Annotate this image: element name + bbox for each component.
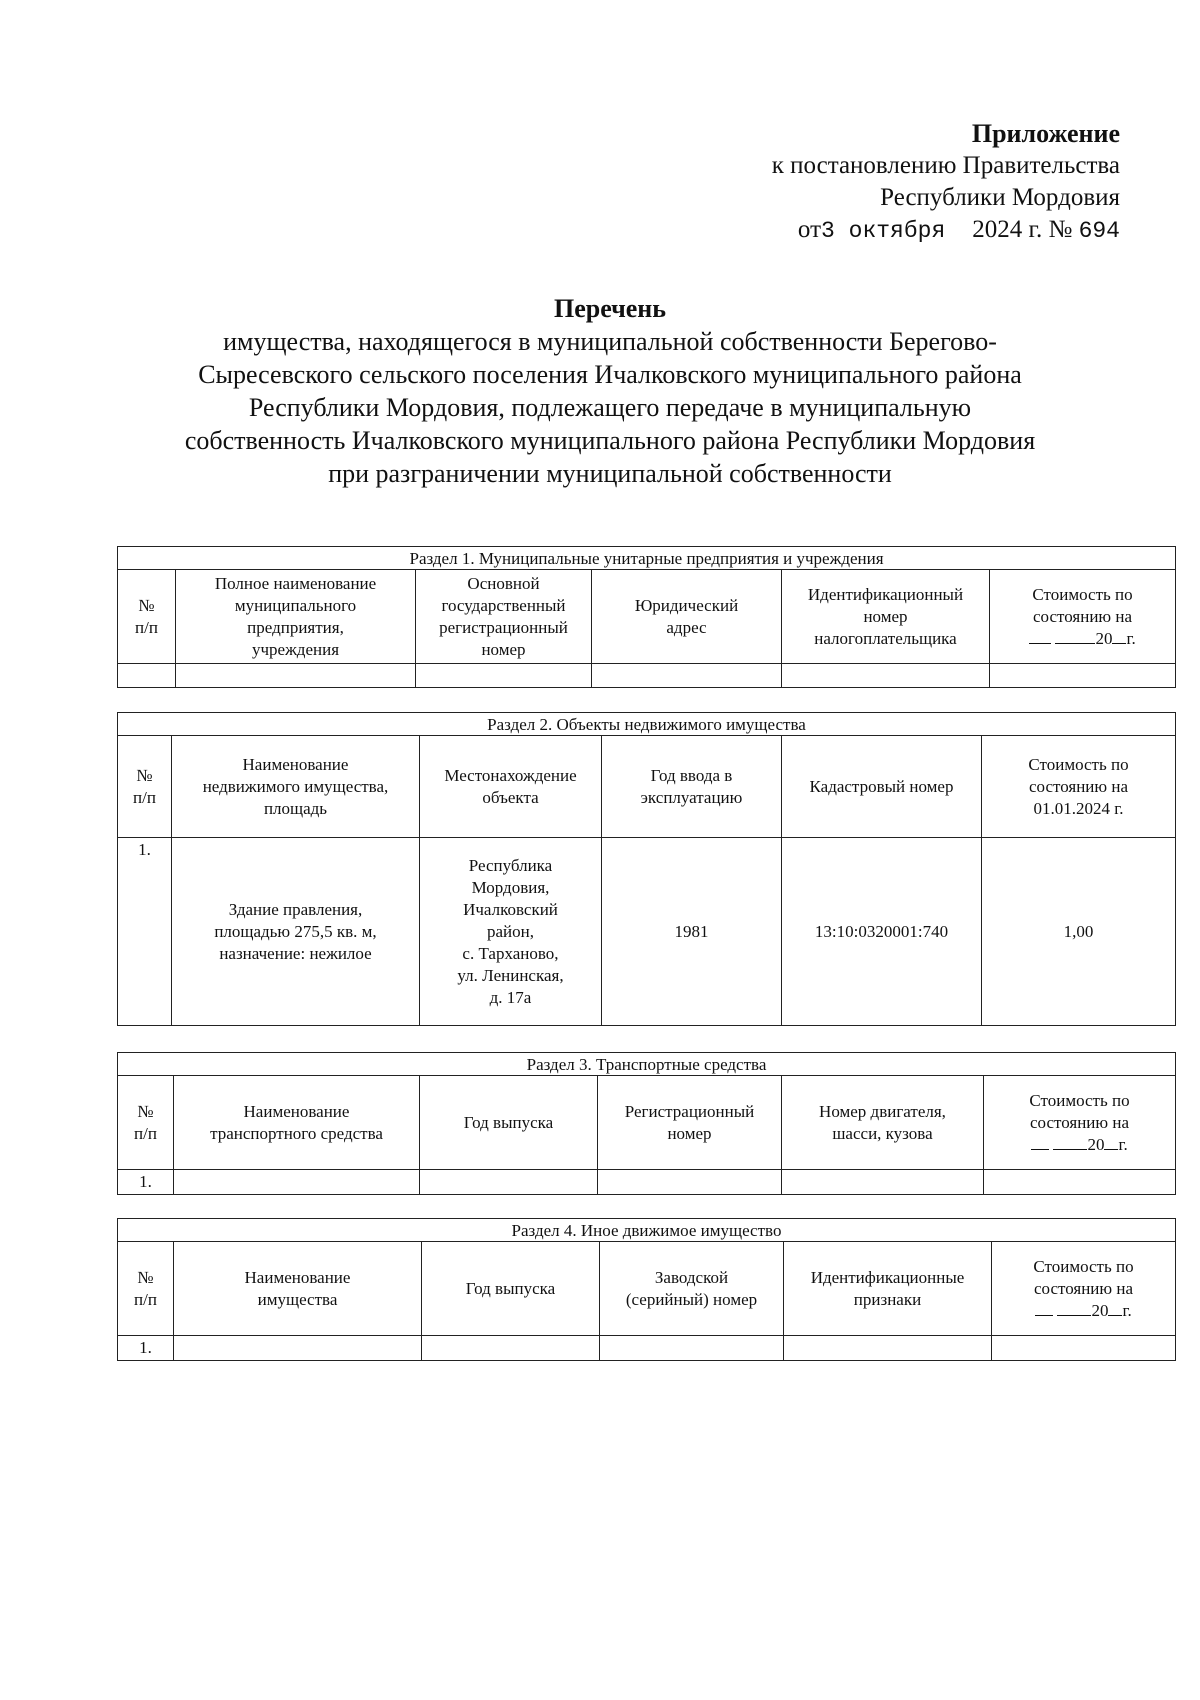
header-cell: Номер двигателя, шасси, кузова (782, 1076, 984, 1170)
annex-from-prefix: от (797, 216, 822, 243)
annex-title: Приложение (971, 119, 1120, 148)
row-number: 1. (118, 838, 172, 1026)
table-row (118, 1336, 1176, 1361)
cost-suffix: г. (1126, 628, 1136, 648)
table-cell (992, 1336, 1176, 1361)
header-cell: Наименование недвижимого имущества, площадь (172, 736, 420, 838)
heading-line: собственность Ичалковского муниципального района Республики Мордовия (184, 426, 1036, 455)
cost-suffix: г. (1122, 1300, 1132, 1320)
table-cell (592, 664, 782, 688)
section3-caption: Раздел 3. Транспортные средства (118, 1053, 1176, 1076)
table-cell (600, 1336, 784, 1361)
annex-day: 3 октября (821, 218, 946, 244)
cost-header-cell: Стоимость по состоянию на 20 г. (990, 570, 1176, 664)
table-cell (176, 664, 416, 688)
property-name-cell: Здание правления, площадью 275,5 кв. м, назначение: нежилое (172, 838, 420, 1026)
table-cell (782, 664, 990, 688)
annex-number: 694 (1078, 218, 1120, 244)
cost-year: 20 (1091, 1300, 1109, 1320)
heading-line: имущества, находящегося в муниципальной собственности Берегово- (223, 327, 997, 356)
year-cell: 1981 (602, 838, 782, 1026)
table-row (118, 838, 1176, 1026)
cost-year: 20 (1087, 1134, 1105, 1154)
cost-header-cell: Стоимость по состоянию на 20 г. (984, 1076, 1176, 1170)
heading-line: при разграничении муниципальной собственности (328, 459, 892, 488)
annex-line1: к постановлению Правительства (771, 152, 1120, 179)
section1-caption: Раздел 1. Муниципальные унитарные предприятия и учреждения (118, 547, 1176, 570)
table-cell (990, 664, 1176, 688)
header-cell: № п/п (118, 570, 176, 664)
cost-year: 20 (1095, 628, 1113, 648)
table-cell (118, 664, 176, 688)
header-cell: Наименование транспортного средства (174, 1076, 420, 1170)
header-cell: Год выпуска (422, 1242, 600, 1336)
table-cell (420, 1170, 598, 1195)
cost-cell: 1,00 (982, 838, 1176, 1026)
section4-caption: Раздел 4. Иное движимое имущество (118, 1219, 1176, 1242)
table-cell (984, 1170, 1176, 1195)
section2-caption: Раздел 2. Объекты недвижимого имущества (118, 713, 1176, 736)
cost-header-cell: Стоимость по состоянию на 20 г. (992, 1242, 1176, 1336)
header-cell: Идентификационные признаки (784, 1242, 992, 1336)
cost-header-cell: Стоимость по состоянию на 01.01.2024 г. (982, 736, 1176, 838)
header-cell: Год выпуска (420, 1076, 598, 1170)
annex-date-line (772, 214, 1120, 247)
header-cell: Год ввода в эксплуатацию (602, 736, 782, 838)
cost-suffix: г. (1118, 1134, 1128, 1154)
header-cell: Регистрационный номер (598, 1076, 782, 1170)
section3-table (117, 1052, 1176, 1195)
section1-table (117, 546, 1176, 688)
table-row (118, 1170, 1176, 1195)
header-cell: Заводской (серийный) номер (600, 1242, 784, 1336)
table-cell (174, 1170, 420, 1195)
table-cell (174, 1336, 422, 1361)
annex-line2: Республики Мордовия (880, 184, 1120, 211)
header-cell: Местонахождение объекта (420, 736, 602, 838)
heading-line: Сыресевского сельского поселения Ичалковского муниципального района (198, 360, 1022, 389)
header-cell: Наименование имущества (174, 1242, 422, 1336)
header-cell: № п/п (118, 1076, 174, 1170)
heading-line: Республики Мордовия, подлежащего передаче в муниципальную (248, 393, 972, 422)
row-number: 1. (118, 1170, 174, 1195)
header-cell: № п/п (118, 736, 172, 838)
location-cell: Республика Мордовия, Ичалковский район, с. Тарханово, ул. Ленинская, д. 17а (420, 838, 602, 1026)
cadastral-cell: 13:10:0320001:740 (782, 838, 982, 1026)
document-title: Перечень (553, 294, 667, 323)
header-cell: Кадастровый номер (782, 736, 982, 838)
section2-table (117, 712, 1176, 1026)
document-heading (110, 292, 1110, 490)
annex-year: 2024 г. № (972, 216, 1073, 243)
header-cell: Основной государственный регистрационный номер (416, 570, 592, 664)
row-number: 1. (118, 1336, 174, 1361)
section4-table (117, 1218, 1176, 1361)
table-cell (422, 1336, 600, 1361)
header-cell: Юридический адрес (592, 570, 782, 664)
table-cell (598, 1170, 782, 1195)
annex-block (772, 118, 1120, 247)
table-cell (416, 664, 592, 688)
header-cell: Идентификационный номер налогоплательщика (782, 570, 990, 664)
table-cell (784, 1336, 992, 1361)
header-cell: Полное наименование муниципального предприятия, учреждения (176, 570, 416, 664)
table-cell (782, 1170, 984, 1195)
header-cell: № п/п (118, 1242, 174, 1336)
